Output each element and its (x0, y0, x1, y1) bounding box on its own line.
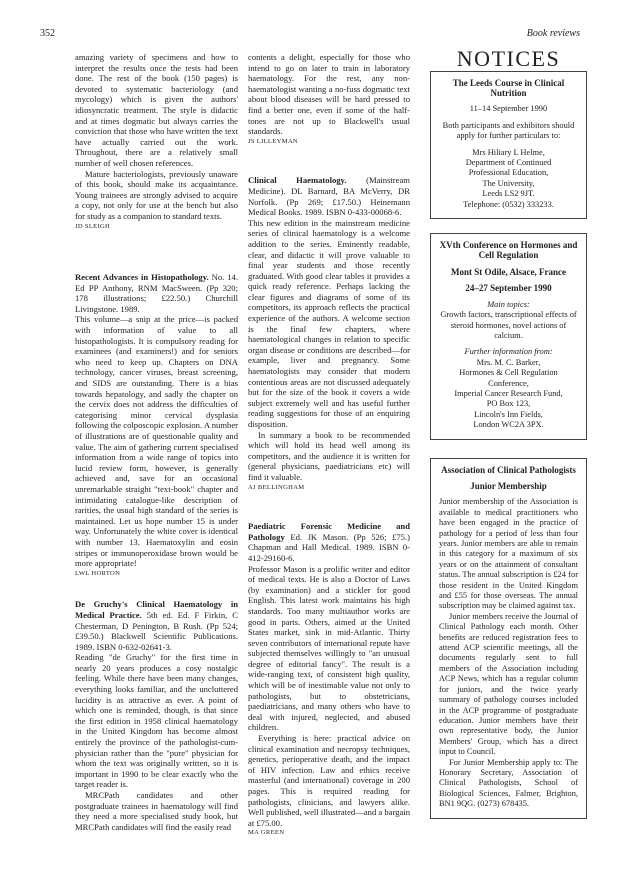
notice-title: XVth Conference on Hormones and Cell Regulation (439, 240, 578, 261)
notice-label: Further information from: (464, 347, 553, 357)
address-line: Mrs Hiliary L Helme, (472, 147, 545, 157)
review-heading (75, 272, 238, 314)
reviewer-signature: AJ BELLINGHAM (248, 483, 305, 491)
review-text: amazing variety of specimens and how to interpret the results once the tests had been done. The rest of the book (150 pages) is devoted to systematic bacteriology (and mycology) which is given the authors' idiosyncratic treatment. The style is didactic and at times dogmatic but always carries the conviction that those who have written the text have actually carried out the work. Throughout, there are a relatively small number of well chosen references. (75, 52, 238, 168)
book-title: De Gruchy's Clinical Haematology in Medical Practice. (75, 599, 238, 620)
notice-title: Association of Clinical Pathologists (441, 464, 576, 475)
notice-leeds-course (430, 71, 587, 219)
notices-column (430, 46, 587, 833)
address-line: Professional Education, (468, 168, 549, 178)
notice-title: The Leeds Course in Clinical Nutrition (452, 77, 565, 98)
notice-text: Junior membership of the Association is available to medical practitioners who have been engaged in the practice of pathology for a period of less than four years. Junior members are able to remain in this category for a maximum of six years or on the attainment of consultant status. The annual subscription is £24 for those resident in the United Kingdom and £55 for those overseas. The annual subscription may be claimed against tax. (439, 497, 578, 611)
review-text: This new edition in the mainstream medicine series of clinical haematology is a welcome addition to the series. Eminently readable, clear, and didactic it will prove valuable to final year students and those recently graduated. With good clear tables it provides a quick ready reference. Perhaps lacking the clear figures and diagrams of some of its competitors, its approach reflects the practical experience of the authors. A welcome section is the final few chapters, where haematological changes in relation to specific organ disease or conditions are described—for example, liver and pregnancy. Some haematologists may consider that modern contentious areas are not discussed adequately but for the size of the book it covers a wide subject extremely well and has useful further reading suggestions for those of an enquiring disposition. (248, 217, 410, 429)
notice-text: Growth factors, transcriptional effects of steroid hormones, novel actions of calcium. (440, 310, 577, 340)
book-details: No. 14. Ed PP Anthony, RNM MacSween. (Pp 320; 178 illustrations; £22.50.) Churchill Livingstone. 1989. (75, 272, 238, 314)
notice-text: Junior members receive the Journal of Clinical Pathology each month. Other benefits are reduced registration fees to attend ACP scientific meetings, all the documents regularly sent to full members of the Association including ACP News, which has a regular column for juniors, and the twice yearly summary of pathology courses included in the ACP programme of postgraduate education. Junior members have their own representative body, the Junior Members' Group, which has a direct input to Council. (439, 611, 578, 757)
notice-subtitle: Junior Membership (470, 480, 547, 491)
review-heading (248, 521, 410, 563)
review-heading (248, 175, 410, 217)
page-number: 352 (40, 28, 55, 39)
address-line: Mrs. M. C. Barker, (476, 357, 541, 367)
reviewer-signature: MA GREEN (248, 829, 285, 837)
book-title: Clinical Haematology. (248, 175, 347, 186)
notice-date: 24–27 September 1990 (465, 283, 552, 294)
notice-place: Mont St Odile, Alsace, France (451, 266, 566, 277)
notice-hormones-conference (430, 233, 587, 440)
review-text: Professor Mason is a prolific writer and editor of medical texts. He is also a Doctor of Laws (by examination) and a stickler for good English. This latest work maintains his high standards. Too many multiauthor works are good in parts. Others, aimed at the United States market, sink in mid-Atlantic. Thirty seven contributors of international repute have subjected themselves willingly to "an unusual degree of editorial fancy". The result is a wide-ranging text, of consistent high quality, which will be of inestimable value not only to pathologists, but to obstetricians, paediatricians, and many others who have to deal with injured, neglected, and abused children. (248, 563, 410, 733)
address-line: London WC2A 3PX. (473, 420, 544, 430)
address-line: Conference, (488, 378, 529, 388)
address-line: PO Box 123, (486, 399, 531, 409)
book-details: (Mainstream Medicine). DL Barnard, BA McVerry, DR Norfolk. (Pp 269; £17.50.) Heinemann Medical Books. 1989. ISBN 0-433-00068-6. (248, 175, 410, 218)
review-text: contents a delight, especially for those who intend to go on later to train in laboratory haematology. For the rest, any non-haematologist wanting a no-fuss dogmatic text about blood diseases will be hard pressed to find a better one, even if some of the half-tones are not up to Blackwell's usual standards. (248, 52, 410, 137)
notice-text: Both participants and exhibitors should apply for further particulars to: (442, 120, 575, 141)
address-line: Imperial Cancer Research Fund, (454, 388, 563, 398)
reviewer-signature: JS LILLEYMAN (248, 137, 298, 145)
reviewer-signature: JD SLEIGH (75, 222, 111, 230)
column-1 (75, 52, 238, 832)
review-text: Everything is here: practical advice on clinical examination and necropsy techniques, genetics, perioperative death, and the impact of HIV infection. Law and ethics receive masterful (and international) coverage in 200 pages. This is required reading for pathologists, clinicians, and lawyers alike. Well published, well illustrated—and a bargain at £75.00. (248, 733, 410, 828)
review-text: This volume—a snip at the price—is packed with information of value to all histopathologists. It is compulsory reading for examinees (and examiners!) and for seniors who need to keep up. Chapters on DNA technology, cancer viruses, breast screening, and SIDS are outstanding. There is a bias towards hepatology, and sadly the chapter on the cervix does not address the difficulties of categorising minor cervical dysplasia following the colposcopic explosion. A number of illustrations are of questionable quality and value. The aim of gathering current specialised information from a wide range of topics into lucid review form, however, is generally achieved and, save for an occasional unremarkable straight "text-book" chapter and intimidating catalogue-like description of rarities, the usual high standard of the series is maintained. Let us hope number 15 is under way. Unfortunately the white cover is identical with number 13. Haematoxylin and eosin stripes or immunoperoxidase brown would be more appropriate! (75, 314, 238, 569)
address-line: The University, (482, 178, 535, 188)
notice-label: Main topics: (487, 299, 530, 309)
address-line: Department of Continued (465, 158, 552, 168)
review-text: In summary a book to be recommended which will hold its head well among its competitors, and the audience it is written for (general physicians, paediatricians etc) will find it valuable. (248, 429, 410, 482)
address-line: Hormones & Cell Regulation (459, 368, 558, 378)
review-text: MRCPath candidates and other postgraduate trainees in haematology will find they need a more specialised study book, but MRCPath candidates will find the easily read (75, 790, 238, 832)
book-title: Paediatric Forensic Medicine and Pathology (248, 521, 410, 542)
notice-text: For Junior Membership apply to: The Honorary Secretary, Association of Clinical Pathologists, School of Biological Sciences, Falmer, Brighton, BN1 9QG. (0273) 678435. (439, 757, 578, 809)
review-text: Reading "de Gruchy" for the first time in nearly 20 years produces a cosy nostalgic feeling. While there have been many changes, everything looks familiar, and the uncluttered lucidity is as attractive as ever. A point of which one is reminded, though, is that since the first edition in 1958 clinical haematology in the United Kingdom has become almost entirely the province of the pathologist-cum-physician rather than the "pure" physician for whom the text was originally written, so it is important in 1990 to be clear exactly who the target reader is. (75, 652, 238, 790)
reviewer-signature: LWL HORTON (75, 569, 121, 577)
address-line: Lincoln's Inn Fields, (474, 409, 543, 419)
notice-acp-membership (430, 458, 587, 819)
section-title: Book reviews (526, 28, 580, 39)
notices-heading: NOTICES (456, 46, 561, 71)
notice-date: 11–14 September 1990 (469, 104, 548, 114)
address-line: Telephone: (0532) 333233. (463, 199, 554, 209)
book-details: Ed. JK Mason. (Pp 526; £75.) Chapman and Hall Medical. 1989. ISBN 0-412-29160-6. (248, 531, 410, 563)
review-heading (75, 599, 238, 652)
book-details: 5th ed. Ed. F Firkin, C Chesterman, D Penington, B Rush. (Pp 524; £39.50.) Blackwell Scientific Publications. 1989. ISBN 0-632-02641-3. (75, 609, 238, 652)
book-title: Recent Advances in Histopathology. (75, 272, 209, 283)
address-line: Leeds LS2 9JT. (482, 189, 535, 199)
review-text: Mature bacteriologists, previously unaware of this book, should make its acquaintance. Young trainees are strongly advised to acquire a copy, not only for use at the bench but also for study as a companion to standard texts. (75, 168, 238, 221)
column-2 (248, 52, 410, 839)
